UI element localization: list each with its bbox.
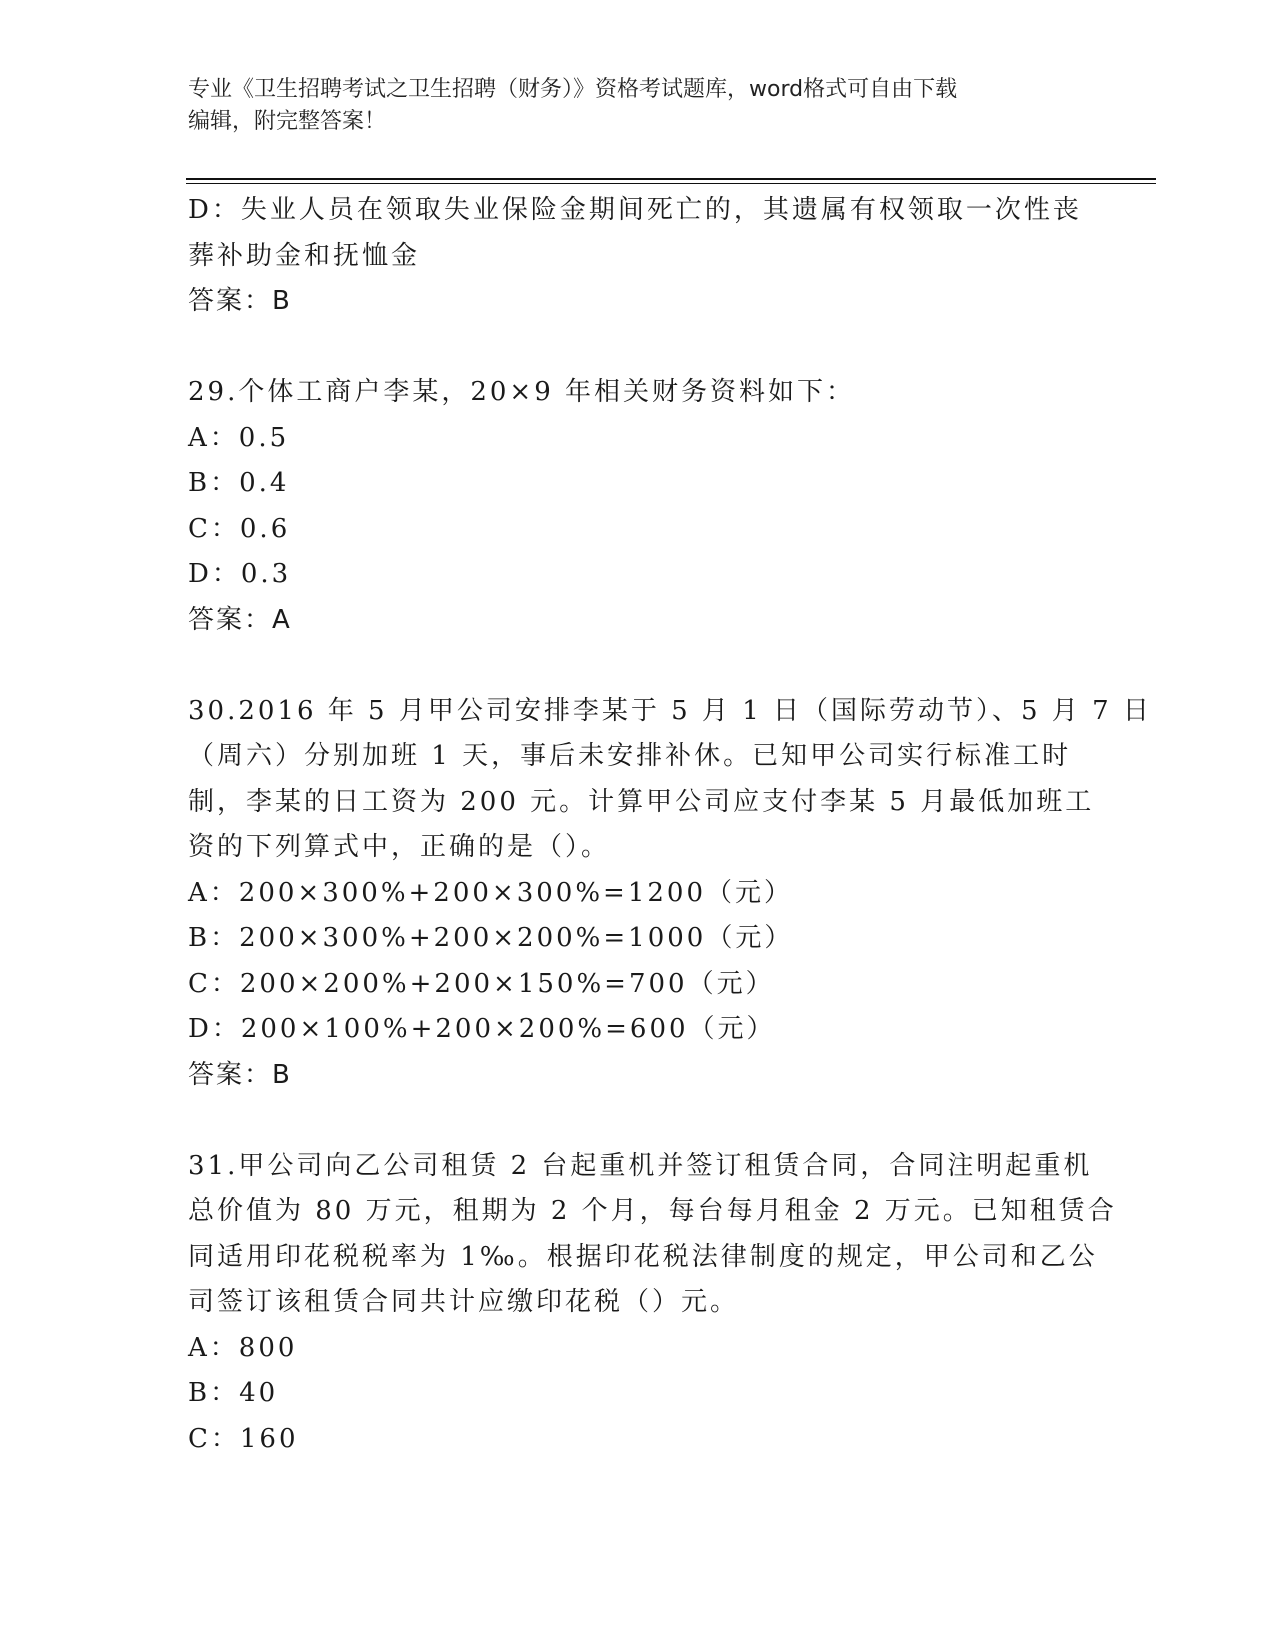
option-d-line-2: 葬补助金和抚恤金 xyxy=(188,240,421,271)
answer-28: 答案：B xyxy=(188,286,292,316)
question-29-option-c: C：0.6 xyxy=(188,513,291,544)
question-31-stem-line-3: 同适用印花税税率为 1‰。根据印花税法律制度的规定，甲公司和乙公 xyxy=(188,1241,1098,1272)
question-31-stem-line-1: 31.甲公司向乙公司租赁 2 台起重机并签订租赁合同，合同注明起重机 xyxy=(188,1150,1093,1181)
question-29-option-a: A：0.5 xyxy=(188,422,290,453)
question-30-stem-line-3: 制，李某的日工资为 200 元。计算甲公司应支付李某 5 月最低加班工 xyxy=(188,786,1095,817)
question-31-option-a: A：800 xyxy=(188,1332,298,1363)
question-30-stem-line-2: （周六）分别加班 1 天，事后未安排补休。已知甲公司实行标准工时 xyxy=(188,741,1072,771)
header-line-1: 专业《卫生招聘考试之卫生招聘（财务）》资格考试题库，word格式可自由下载 xyxy=(188,77,958,102)
spacer xyxy=(188,325,1088,371)
question-30-stem-line-4: 资的下列算式中，正确的是（）。 xyxy=(188,832,611,862)
header-divider-thin xyxy=(186,183,1156,184)
question-30-option-a: A：200×300%+200×300%=1200（元） xyxy=(188,877,793,908)
question-31-option-c: C：160 xyxy=(188,1423,299,1454)
option-d-line-1: D：失业人员在领取失业保险金期间死亡的，其遗属有权领取一次性丧 xyxy=(188,195,1082,225)
question-29 xyxy=(188,370,1088,643)
spacer xyxy=(188,1098,1088,1144)
document-body xyxy=(188,188,1152,1462)
header-line-2: 编辑，附完整答案！ xyxy=(188,109,387,134)
question-29-option-b: B：0.4 xyxy=(188,468,290,498)
question-31-option-b: B：40 xyxy=(188,1378,279,1408)
answer-30: 答案：B xyxy=(188,1059,292,1090)
question-30-option-b: B：200×300%+200×200%=1000（元） xyxy=(188,923,794,953)
page-header xyxy=(188,74,1088,138)
header-divider-thick xyxy=(186,178,1156,180)
answer-29: 答案：A xyxy=(188,604,292,635)
question-31-stem-line-2: 总价值为 80 万元，租期为 2 个月，每台每月租金 2 万元。已知租赁合 xyxy=(188,1196,1117,1226)
spacer xyxy=(188,643,1088,689)
question-29-stem: 29.个体工商户李某，20×9 年相关财务资料如下： xyxy=(188,377,856,407)
question-28-tail xyxy=(188,188,1088,325)
question-29-option-d: D：0.3 xyxy=(188,559,292,589)
question-30-option-c: C：200×200%+200×150%=700（元） xyxy=(188,968,775,999)
question-31-stem-line-4: 司签订该租赁合同共计应缴印花税（）元。 xyxy=(188,1287,740,1317)
question-31 xyxy=(188,1144,1117,1463)
question-30 xyxy=(188,689,1152,1099)
question-30-stem-line-1: 30.2016 年 5 月甲公司安排李某于 5 月 1 日（国际劳动节）、5 月 7 日 xyxy=(188,695,1152,726)
question-30-option-d: D：200×100%+200×200%=600（元） xyxy=(188,1014,776,1044)
